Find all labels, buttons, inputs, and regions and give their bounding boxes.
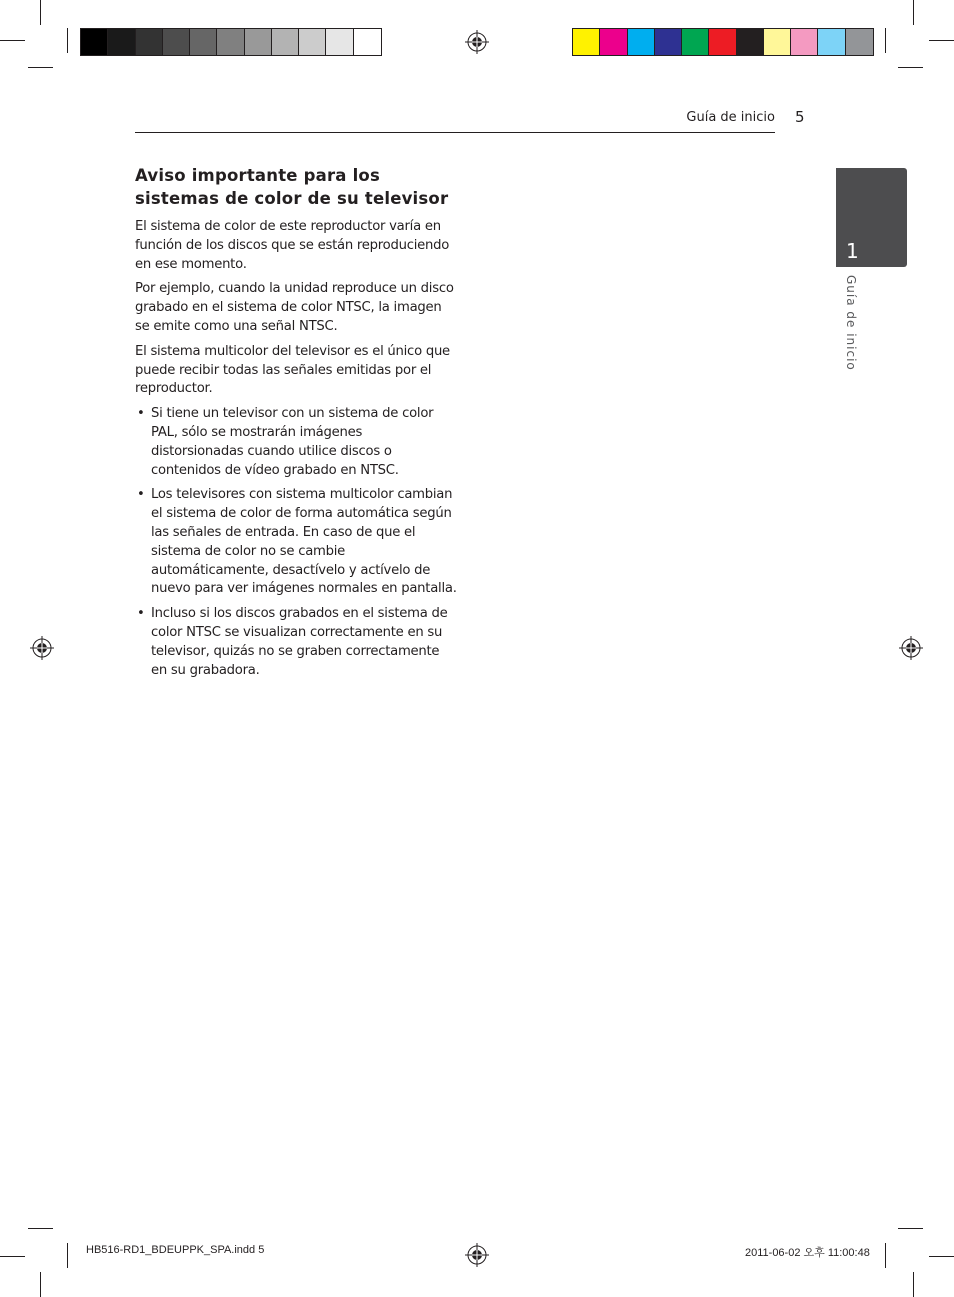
color-swatch [737,29,764,55]
gray-swatch [354,29,381,55]
list-item-text: Si tiene un televisor con un sistema de color PAL, sólo se mostrarán imágenes distorsionadas cuando utilice discos o contenidos de vídeo grabado en NTSC. [151,406,434,478]
gray-swatch [81,29,108,55]
gray-swatch [299,29,326,55]
registration-mark-icon [465,30,489,54]
crop-mark [929,1256,954,1257]
running-header-title: Guía de inicio [686,110,775,125]
crop-mark [898,67,923,68]
color-swatch [628,29,655,55]
bullet-icon: • [137,487,145,503]
crop-mark [885,1243,886,1268]
gray-swatch [190,29,217,55]
color-calibration-bar [572,28,874,56]
list-item [135,405,457,480]
crop-mark [28,67,53,68]
list-item [135,486,457,599]
gray-swatch [217,29,244,55]
grayscale-calibration-bar [80,28,382,56]
crop-mark [913,0,914,25]
list-item [135,605,457,680]
gray-swatch [326,29,353,55]
color-swatch [818,29,845,55]
gray-swatch [136,29,163,55]
color-swatch [573,29,600,55]
crop-mark [0,1256,25,1257]
print-timestamp: 2011-06-02 오후 11:00:48 [745,1247,870,1259]
header-rule [135,132,775,133]
article-heading: Aviso importante para los sistemas de color de su televisor [135,166,449,208]
crop-mark [67,28,68,53]
color-swatch [846,29,873,55]
paragraph: El sistema multicolor del televisor es el único que puede recibir todas las señales emitidas por el reproductor. [135,343,450,397]
gray-swatch [163,29,190,55]
crop-mark [898,1228,923,1229]
article [135,164,457,686]
gray-swatch [108,29,135,55]
crop-mark [913,1272,914,1297]
file-slug: HB516-RD1_BDEUPPK_SPA.indd 5 [86,1244,265,1256]
registration-mark-icon [30,636,54,660]
color-swatch [764,29,791,55]
gray-swatch [272,29,299,55]
crop-mark [0,40,25,41]
list-item-text: Los televisores con sistema multicolor cambian el sistema de color de forma automática según las señales de entrada. En caso de que el sistema de color no se cambie automáticamente, desactívelo y actívelo de nuevo para ver imágenes normales en pantalla. [151,487,457,597]
crop-mark [40,0,41,25]
color-swatch [709,29,736,55]
gray-swatch [245,29,272,55]
color-swatch [600,29,627,55]
bullet-icon: • [137,606,145,622]
bullet-list [135,405,457,680]
crop-mark [885,28,886,53]
paragraph: Por ejemplo, cuando la unidad reproduce un disco grabado en el sistema de color NTSC, la imagen se emite como una señal NTSC. [135,281,454,334]
bullet-icon: • [137,406,145,422]
color-swatch [791,29,818,55]
list-item-text: Incluso si los discos grabados en el sistema de color NTSC se visualizan correctamente en su televisor, quizás no se graben correctamente en su grabadora. [151,606,448,678]
page-number: 5 [795,108,805,126]
color-swatch [655,29,682,55]
paragraph: El sistema de color de este reproductor varía en función de los discos que se están reproduciendo en ese momento. [135,219,450,272]
color-swatch [682,29,709,55]
chapter-tab [836,168,907,267]
crop-mark [28,1228,53,1229]
registration-mark-icon [465,1243,489,1267]
crop-mark [67,1243,68,1268]
registration-mark-icon [899,636,923,660]
crop-mark [929,40,954,41]
chapter-side-label: Guía de inicio [844,275,858,371]
crop-mark [40,1272,41,1297]
chapter-number: 1 [846,239,859,263]
